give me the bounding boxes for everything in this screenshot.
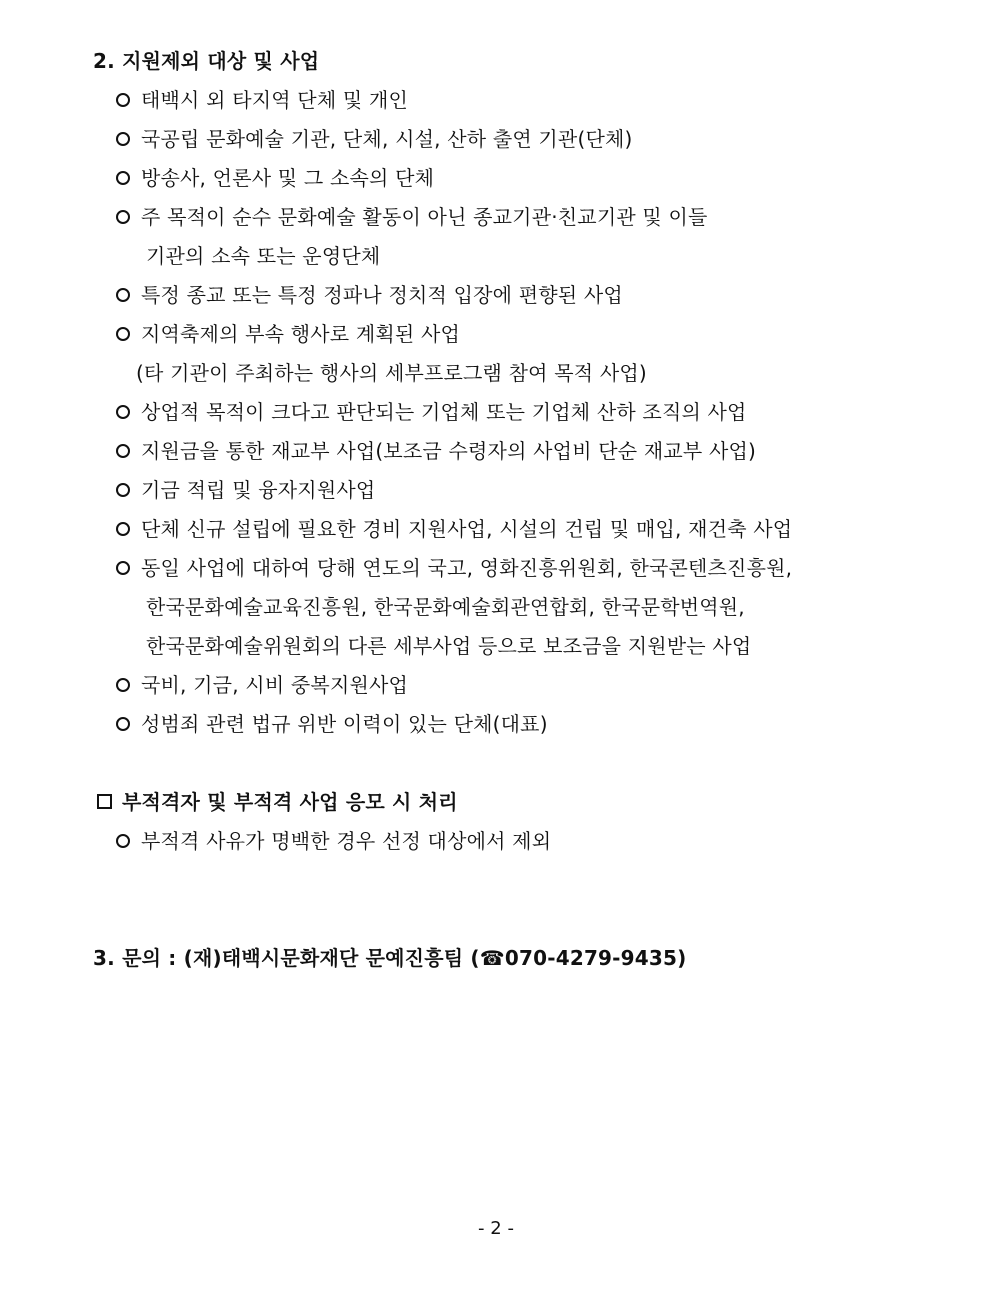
list-item: 상업적 목적이 크다고 판단되는 기업체 또는 기업체 산하 조직의 사업 [116, 397, 747, 427]
list-item: 국비, 기금, 시비 중복지원사업 [116, 670, 408, 700]
circle-bullet-icon [116, 93, 130, 107]
circle-bullet-icon [116, 132, 130, 146]
list-item: 주 목적이 순수 문화예술 활동이 아닌 종교기관·친교기관 및 이들 [116, 202, 708, 232]
list-item: 국공립 문화예술 기관, 단체, 시설, 산하 출연 기관(단체) [116, 124, 633, 154]
list-item-continuation: 한국문화예술위원회의 다른 세부사업 등으로 보조금을 지원받는 사업 [146, 634, 752, 658]
circle-bullet-icon [116, 288, 130, 302]
circle-bullet-icon [116, 444, 130, 458]
list-item: 지원금을 통한 재교부 사업(보조금 수령자의 사업비 단순 재교부 사업) [116, 436, 756, 466]
list-item-continuation: 기관의 소속 또는 운영단체 [146, 244, 381, 268]
list-item: 단체 신규 설립에 필요한 경비 지원사업, 시설의 건립 및 매입, 재건축 사업 [116, 514, 792, 544]
circle-bullet-icon [116, 717, 130, 731]
list-item: 기금 적립 및 융자지원사업 [116, 475, 375, 505]
list-item-continuation: 한국문화예술교육진흥원, 한국문화예술회관연합회, 한국문학번역원, [146, 595, 745, 619]
circle-bullet-icon [116, 834, 130, 848]
circle-bullet-icon [116, 210, 130, 224]
circle-bullet-icon [116, 678, 130, 692]
checkbox-square-icon [97, 794, 112, 809]
ineligible-heading: 부적격자 및 부적격 사업 응모 시 처리 [97, 787, 458, 817]
circle-bullet-icon [116, 327, 130, 341]
list-item: 성범죄 관련 법규 위반 이력이 있는 단체(대표) [116, 709, 548, 739]
circle-bullet-icon [116, 522, 130, 536]
list-item: 동일 사업에 대하여 당해 연도의 국고, 영화진흥위원회, 한국콘텐츠진흥원, [116, 553, 792, 583]
page-number: - 2 - [478, 1218, 514, 1239]
list-item: 방송사, 언론사 및 그 소속의 단체 [116, 163, 434, 193]
circle-bullet-icon [116, 405, 130, 419]
list-item-note: (타 기관이 주최하는 행사의 세부프로그램 참여 목적 사업) [136, 361, 647, 385]
contact-line: 3. 문의 : (재)태백시문화재단 문예진흥팀 (☎070-4279-9435) [93, 946, 687, 970]
circle-bullet-icon [116, 171, 130, 185]
list-item: 특정 종교 또는 특정 정파나 정치적 입장에 편향된 사업 [116, 280, 623, 310]
circle-bullet-icon [116, 561, 130, 575]
list-item: 지역축제의 부속 행사로 계획된 사업 [116, 319, 460, 349]
section2-heading: 2. 지원제외 대상 및 사업 [93, 49, 320, 73]
list-item: 부적격 사유가 명백한 경우 선정 대상에서 제외 [116, 826, 551, 856]
circle-bullet-icon [116, 483, 130, 497]
list-item: 태백시 외 타지역 단체 및 개인 [116, 85, 408, 115]
